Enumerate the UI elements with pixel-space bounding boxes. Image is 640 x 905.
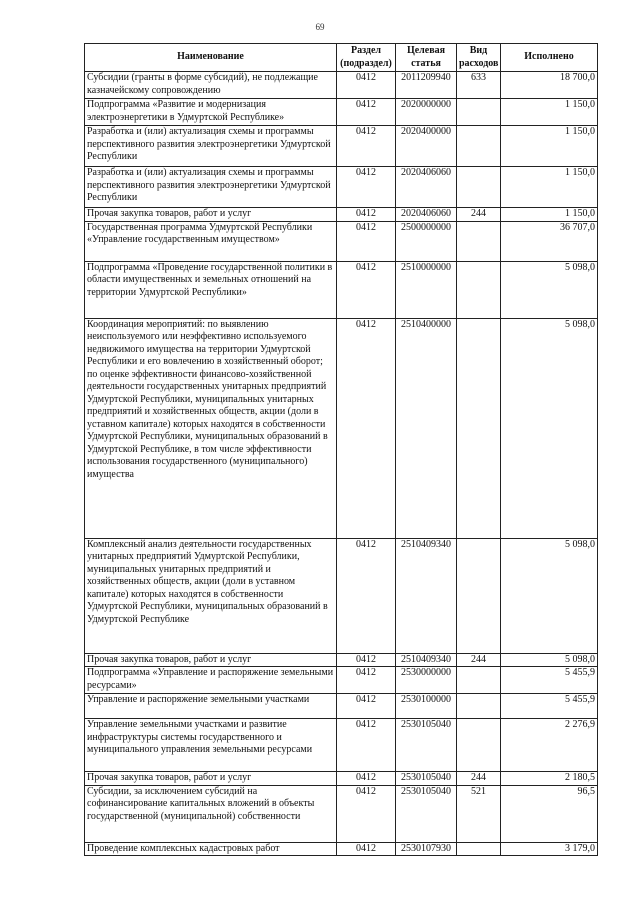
row-amount: 5 098,0	[501, 653, 598, 667]
row-target-article: 2020000000	[396, 99, 457, 126]
row-target-article: 2011209940	[396, 72, 457, 99]
row-name: Прочая закупка товаров, работ и услуг	[85, 208, 337, 222]
row-amount: 2 276,9	[501, 719, 598, 772]
row-section: 0412	[337, 785, 396, 842]
table-row	[85, 842, 598, 856]
row-expense-kind: 521	[457, 785, 501, 842]
row-amount: 1 150,0	[501, 99, 598, 126]
row-name: Разработка и (или) актуализация схемы и программы перспективного развития электроэнергетики Удмуртской Республики	[85, 167, 337, 208]
row-expense-kind	[457, 99, 501, 126]
table-row	[85, 208, 598, 222]
row-expense-kind: 633	[457, 72, 501, 99]
row-name: Проведение комплексных кадастровых работ	[85, 842, 337, 856]
row-amount: 5 098,0	[501, 318, 598, 538]
table-row	[85, 167, 598, 208]
header-name: Наименование	[85, 44, 337, 72]
row-amount: 3 179,0	[501, 842, 598, 856]
row-expense-kind: 244	[457, 208, 501, 222]
row-expense-kind	[457, 538, 501, 653]
row-name: Государственная программа Удмуртской Республики «Управление государственным имуществом»	[85, 221, 337, 261]
row-name: Комплексный анализ деятельности государственных унитарных предприятий Удмуртской Республики, муниципальных унитарных предприятий и хозяйственных обществ, акции (доли в уставном капитале) которых находятся в собственности Удмуртской Республики, муниципальных образований в Удмуртской Республике	[85, 538, 337, 653]
table-row	[85, 653, 598, 667]
row-expense-kind	[457, 126, 501, 167]
row-amount: 5 455,9	[501, 667, 598, 694]
row-name: Субсидии (гранты в форме субсидий), не подлежащие казначейскому сопровождению	[85, 72, 337, 99]
table-row	[85, 261, 598, 318]
row-name: Подпрограмма «Проведение государственной политики в области имущественных и земельных отношений на территории Удмуртской Республики»	[85, 261, 337, 318]
table-row	[85, 772, 598, 786]
row-section: 0412	[337, 318, 396, 538]
row-expense-kind	[457, 261, 501, 318]
row-section: 0412	[337, 538, 396, 653]
budget-execution-table	[84, 43, 598, 856]
row-amount: 1 150,0	[501, 126, 598, 167]
row-section: 0412	[337, 653, 396, 667]
row-expense-kind	[457, 167, 501, 208]
row-section: 0412	[337, 126, 396, 167]
table-row	[85, 126, 598, 167]
table-row	[85, 694, 598, 719]
header-executed: Исполнено	[501, 44, 598, 72]
table-row	[85, 99, 598, 126]
row-section: 0412	[337, 719, 396, 772]
row-name: Подпрограмма «Управление и распоряжение земельными ресурсами»	[85, 667, 337, 694]
row-target-article: 2530000000	[396, 667, 457, 694]
row-name: Прочая закупка товаров, работ и услуг	[85, 772, 337, 786]
row-target-article: 2530105040	[396, 719, 457, 772]
table-row	[85, 719, 598, 772]
row-amount: 1 150,0	[501, 208, 598, 222]
row-section: 0412	[337, 221, 396, 261]
header-section: Раздел (подраздел)	[337, 44, 396, 72]
row-section: 0412	[337, 694, 396, 719]
row-amount: 96,5	[501, 785, 598, 842]
row-target-article: 2510400000	[396, 318, 457, 538]
row-expense-kind	[457, 694, 501, 719]
row-expense-kind	[457, 719, 501, 772]
header-expense-kind: Вид расходов	[457, 44, 501, 72]
row-target-article: 2020406060	[396, 167, 457, 208]
row-amount: 2 180,5	[501, 772, 598, 786]
row-amount: 36 707,0	[501, 221, 598, 261]
table-row	[85, 318, 598, 538]
row-expense-kind: 244	[457, 772, 501, 786]
row-section: 0412	[337, 208, 396, 222]
row-expense-kind: 244	[457, 653, 501, 667]
row-section: 0412	[337, 99, 396, 126]
row-target-article: 2530107930	[396, 842, 457, 856]
row-amount: 5 098,0	[501, 538, 598, 653]
row-target-article: 2530100000	[396, 694, 457, 719]
row-target-article: 2510409340	[396, 653, 457, 667]
row-amount: 5 098,0	[501, 261, 598, 318]
row-section: 0412	[337, 167, 396, 208]
table-row	[85, 785, 598, 842]
row-target-article: 2530105040	[396, 772, 457, 786]
row-section: 0412	[337, 667, 396, 694]
row-expense-kind	[457, 221, 501, 261]
row-expense-kind	[457, 667, 501, 694]
row-section: 0412	[337, 842, 396, 856]
row-target-article: 2500000000	[396, 221, 457, 261]
row-section: 0412	[337, 772, 396, 786]
table-row	[85, 667, 598, 694]
row-section: 0412	[337, 261, 396, 318]
row-expense-kind	[457, 318, 501, 538]
row-target-article: 2020406060	[396, 208, 457, 222]
row-name: Прочая закупка товаров, работ и услуг	[85, 653, 337, 667]
row-amount: 1 150,0	[501, 167, 598, 208]
page-number: 69	[315, 22, 325, 32]
table-row	[85, 221, 598, 261]
row-name: Подпрограмма «Развитие и модернизация электроэнергетики в Удмуртской Республике»	[85, 99, 337, 126]
row-name: Управление и распоряжение земельными участками	[85, 694, 337, 719]
row-target-article: 2510000000	[396, 261, 457, 318]
row-target-article: 2510409340	[396, 538, 457, 653]
row-name: Координация мероприятий: по выявлению неиспользуемого или неэффективно используемого недвижимого имущества на территории Удмуртской Республики и его вовлечению в хозяйственный оборот; по оценке эффективности финансово-хозяйственной деятельности государственных унитарных предприятий Удмуртской Республики, муниципальных унитарных предприятий и хозяйственных обществ, акции (доли в уставном капитале) которых находятся в собственности Удмуртской Республики, муниципальных образований в Удмуртской Республике, в том числе эффективности использования государственного (муниципального) имущества	[85, 318, 337, 538]
row-amount: 5 455,9	[501, 694, 598, 719]
header-target-article: Целевая статья	[396, 44, 457, 72]
row-name: Управление земельными участками и развитие инфраструктуры системы государственного и муниципального управления земельными ресурсами	[85, 719, 337, 772]
row-section: 0412	[337, 72, 396, 99]
row-target-article: 2020400000	[396, 126, 457, 167]
row-amount: 18 700,0	[501, 72, 598, 99]
row-target-article: 2530105040	[396, 785, 457, 842]
row-expense-kind	[457, 842, 501, 856]
table-row	[85, 538, 598, 653]
row-name: Разработка и (или) актуализация схемы и программы перспективного развития электроэнергетики Удмуртской Республики	[85, 126, 337, 167]
table-row	[85, 72, 598, 99]
row-name: Субсидии, за исключением субсидий на софинансирование капитальных вложений в объекты государственной (муниципальной) собственности	[85, 785, 337, 842]
